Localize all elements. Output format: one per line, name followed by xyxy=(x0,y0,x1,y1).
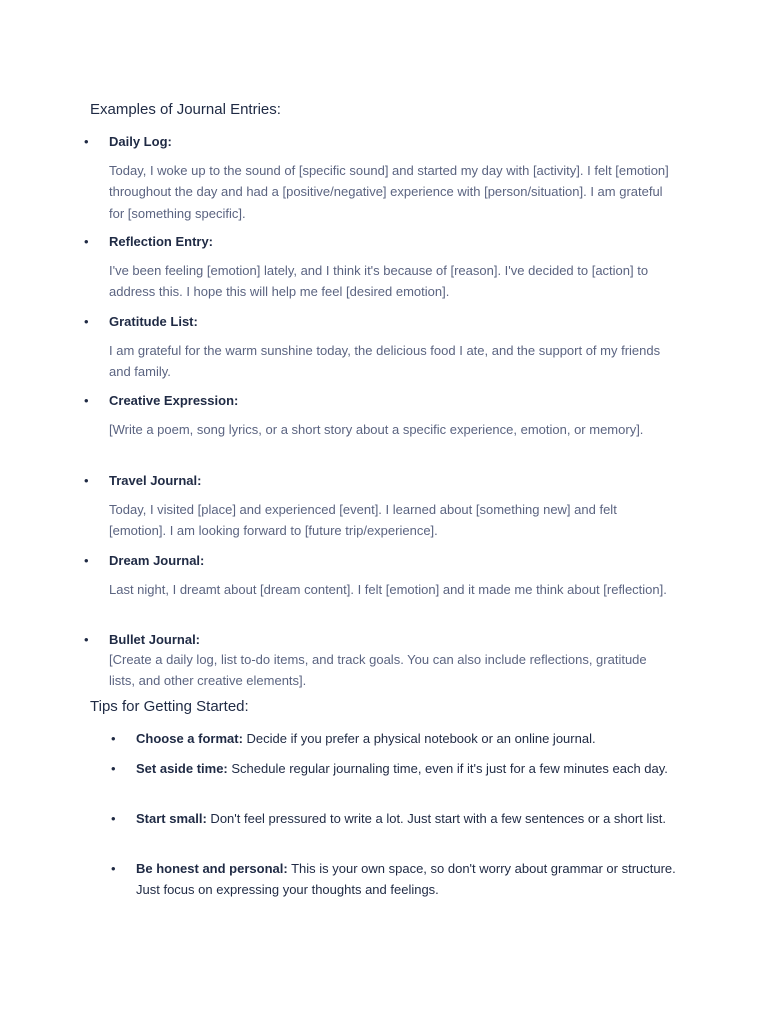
entry-title: Dream Journal: xyxy=(109,553,205,568)
tip-text xyxy=(136,728,681,749)
entry-body: [Write a poem, song lyrics, or a short story about a specific experience, emotion, or memory]. xyxy=(109,422,644,437)
bullet-icon: • xyxy=(111,861,116,876)
bullet-icon: • xyxy=(84,632,89,647)
entry-title: Creative Expression: xyxy=(109,393,239,408)
journal-entry-daily-log xyxy=(0,132,768,221)
entry-title-row xyxy=(0,551,768,571)
bullet-icon: • xyxy=(111,761,116,776)
entry-title-row xyxy=(0,471,768,491)
examples-heading: Examples of Journal Entries: xyxy=(90,101,281,118)
tip-label: Choose a format: xyxy=(136,731,243,746)
bullet-icon: • xyxy=(84,314,89,329)
entry-body: Last night, I dreamt about [dream content]. I felt [emotion] and it made me think about [reflection]. xyxy=(109,582,667,597)
tip-label: Set aside time: xyxy=(136,761,228,776)
journal-entry-creative xyxy=(0,391,768,437)
tip-description: This is your own space, so don't worry about grammar or structure. Just focus on expressing your thoughts and feelings. xyxy=(136,861,676,897)
tip-description: Decide if you prefer a physical notebook or an online journal. xyxy=(242,731,596,746)
journal-entry-bullet xyxy=(0,630,768,689)
entry-body: I've been feeling [emotion] lately, and I think it's because of [reason]. I've decided to [action] to address this. I hope this will help me feel [desired emotion]. xyxy=(109,263,649,300)
tip-label: Start small: xyxy=(136,811,207,826)
entry-body: Today, I woke up to the sound of [specific sound] and started my day with [activity]. I felt [emotion] throughout the day and had a [positive/negative] experience with [person/situation]. I am grateful for [something specific]. xyxy=(109,163,669,221)
tip-label: Be honest and personal: xyxy=(136,861,288,876)
entry-title-row xyxy=(0,391,768,411)
bullet-icon: • xyxy=(84,393,89,408)
tip-text xyxy=(136,758,681,779)
bullet-icon: • xyxy=(111,731,116,746)
entry-body: Today, I visited [place] and experienced [event]. I learned about [something new] and felt [emotion]. I am looking forward to [future trip/experience]. xyxy=(109,502,617,539)
entry-title-row xyxy=(0,232,768,252)
entry-body: I am grateful for the warm sunshine today, the delicious food I ate, and the support of my friends and family. xyxy=(109,343,661,380)
bullet-icon: • xyxy=(111,811,116,826)
entry-title: Travel Journal: xyxy=(109,473,202,488)
bullet-icon: • xyxy=(84,134,89,149)
tip-description: Don't feel pressured to write a lot. Just start with a few sentences or a short list. xyxy=(206,811,666,826)
journal-entry-travel xyxy=(0,471,768,539)
bullet-icon: • xyxy=(84,473,89,488)
tips-heading: Tips for Getting Started: xyxy=(90,698,249,715)
journal-entry-gratitude xyxy=(0,312,768,380)
entry-title: Gratitude List: xyxy=(109,314,198,329)
journal-entry-reflection xyxy=(0,232,768,300)
entry-title-row xyxy=(0,132,768,152)
journal-entry-dream xyxy=(0,551,768,597)
tip-description: Schedule regular journaling time, even if it's just for a few minutes each day. xyxy=(227,761,668,776)
tip-text xyxy=(136,858,681,900)
entry-title: Reflection Entry: xyxy=(109,234,214,249)
entry-body: [Create a daily log, list to-do items, and track goals. You can also include reflections, gratitude lists, and other creative elements]. xyxy=(109,652,647,689)
entry-title-row xyxy=(0,630,768,650)
bullet-icon: • xyxy=(84,553,89,568)
tip-text xyxy=(136,808,681,829)
entry-title: Daily Log: xyxy=(109,134,172,149)
bullet-icon: • xyxy=(84,234,89,249)
entry-title: Bullet Journal: xyxy=(109,632,201,647)
entry-title-row xyxy=(0,312,768,332)
